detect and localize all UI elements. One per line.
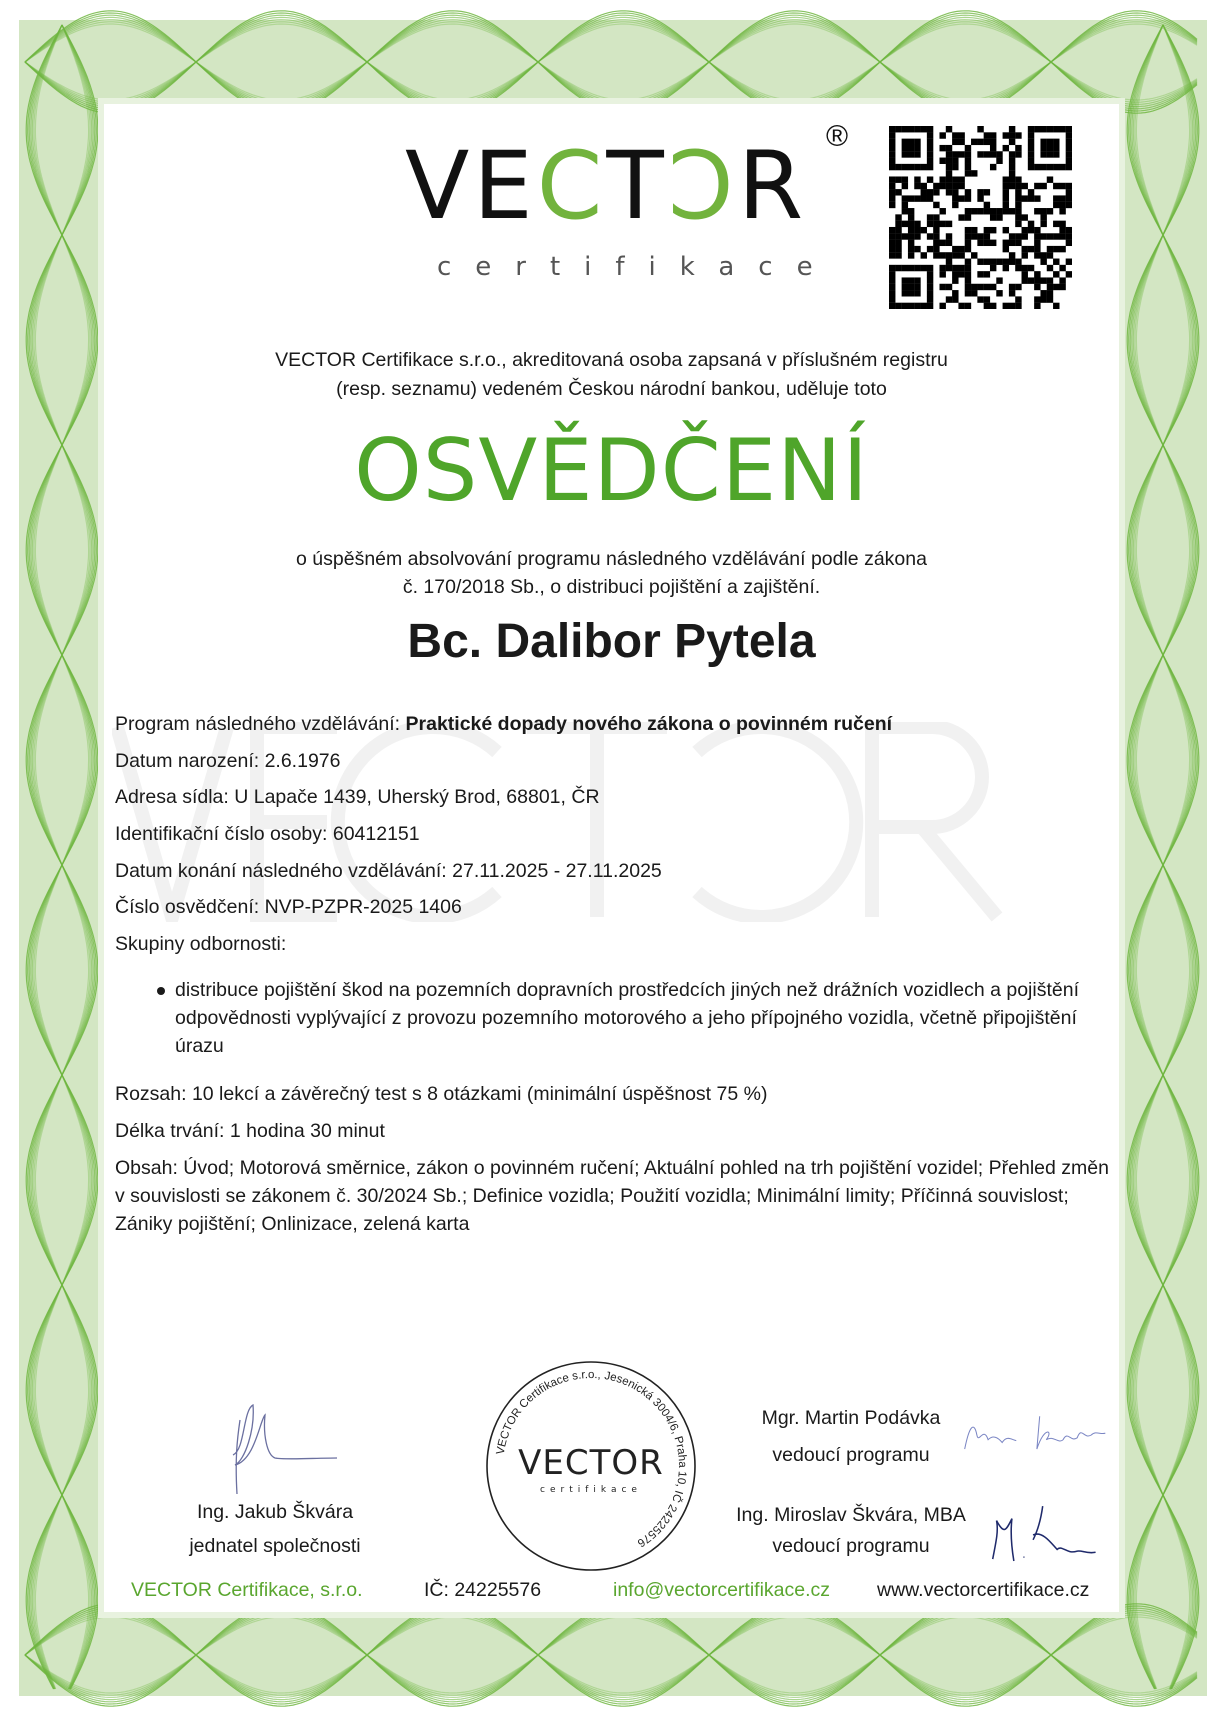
content-field: Obsah: Úvod; Motorová směrnice, zákon o povinném ručení; Aktuální pohled na trh pojištění vozidel; Přehled změn v souvislosti se zákonem č. 30/2024 Sb.; Definice vozidla; Použití vozidla; Minimální limity; Příčinná souvislost; Zániky pojištění; Onlinizace, zelená karta	[115, 1156, 1109, 1235]
certificate-number-field: Číslo osvědčení: NVP-PZPR-2025 1406	[115, 896, 462, 919]
intro-line-1: VECTOR Certifikace s.r.o., akreditovaná osoba zapsaná v příslušném registru	[275, 349, 948, 371]
signatory-1-role: jednatel společnosti	[189, 1535, 361, 1557]
signatory-2-name: Mgr. Martin Podávka	[761, 1407, 941, 1429]
program-label: Program následného vzdělávání:	[115, 713, 406, 735]
signatory-2-role: vedoucí programu	[772, 1444, 930, 1466]
certificate-title: OSVĚDČENÍ	[354, 421, 869, 521]
qr-code[interactable]	[889, 126, 1072, 309]
registered-mark: ®	[826, 120, 849, 153]
signatory-3-name: Ing. Miroslav Škvára, MBA	[736, 1504, 966, 1526]
signature-miroslav-skvara	[985, 1500, 1110, 1570]
certificate-fields	[115, 710, 1110, 1246]
recipient-name: Bc. Dalibor Pytela	[407, 615, 816, 668]
logo-wordmark: VECTↃR	[405, 132, 808, 241]
footer-website-link[interactable]: www.vectorcertifikace.cz	[877, 1579, 1090, 1601]
bullet-icon	[157, 987, 165, 995]
program-field	[115, 710, 1110, 738]
scope-field: Rozsah: 10 lekcí a závěrečný test s 8 otázkami (minimální úspěšnost 75 %)	[115, 1083, 768, 1106]
id-number-field: Identifikační číslo osoby: 60412151	[115, 823, 420, 846]
signatory-3-role: vedoucí programu	[772, 1535, 930, 1557]
education-date-field: Datum konání následného vzdělávání: 27.11.2025 - 27.11.2025	[115, 859, 662, 882]
birth-date-field: Datum narození: 2.6.1976	[115, 749, 341, 772]
duration-field: Délka trvání: 1 hodina 30 minut	[115, 1119, 385, 1142]
groups-label: Skupiny odbornosti:	[115, 933, 287, 956]
svg-text:VECTOR: VECTOR	[518, 1443, 664, 1483]
subtitle-line-1: o úspěšném absolvování programu následného vzdělávání podle zákona	[296, 548, 927, 570]
svg-text:certifikace: certifikace	[540, 1485, 642, 1495]
footer-ico: IČ: 24225576	[424, 1579, 542, 1601]
footer-company: VECTOR Certifikace, s.r.o.	[131, 1579, 363, 1601]
footer-email-link[interactable]: info@vectorcertifikace.cz	[613, 1579, 831, 1601]
logo-subtitle: certifikace	[437, 252, 837, 282]
address-field: Adresa sídla: U Lapače 1439, Uherský Brod, 68801, ČR	[115, 786, 600, 809]
signature-jakub-skvara	[215, 1400, 345, 1496]
program-value: Praktické dopady nového zákona o povinném ručení	[405, 713, 893, 735]
group-text: distribuce pojištění škod na pozemních dopravních prostředcích jiných než drážních vozidlech a pojištění odpovědnosti vyplývající z provozu pozemního motorového a jeho přípojného vozidla, včetně připojištění úrazu	[175, 979, 1079, 1058]
group-list-item	[115, 976, 1110, 1060]
company-stamp	[481, 1356, 701, 1576]
signatory-1-name: Ing. Jakub Škvára	[196, 1501, 354, 1523]
intro-line-2: (resp. seznamu) vedeném Českou národní bankou, uděluje toto	[336, 378, 887, 400]
subtitle-line-2: č. 170/2018 Sb., o distribuci pojištění a zajištění.	[402, 576, 821, 598]
signature-martin-podavka	[960, 1405, 1110, 1465]
svg-text:VECTOR Certifikace s.r.o., Jes: VECTOR Certifikace s.r.o., Jesenická 3004/6, Praha 10, IČ 24225576	[494, 1368, 689, 1549]
